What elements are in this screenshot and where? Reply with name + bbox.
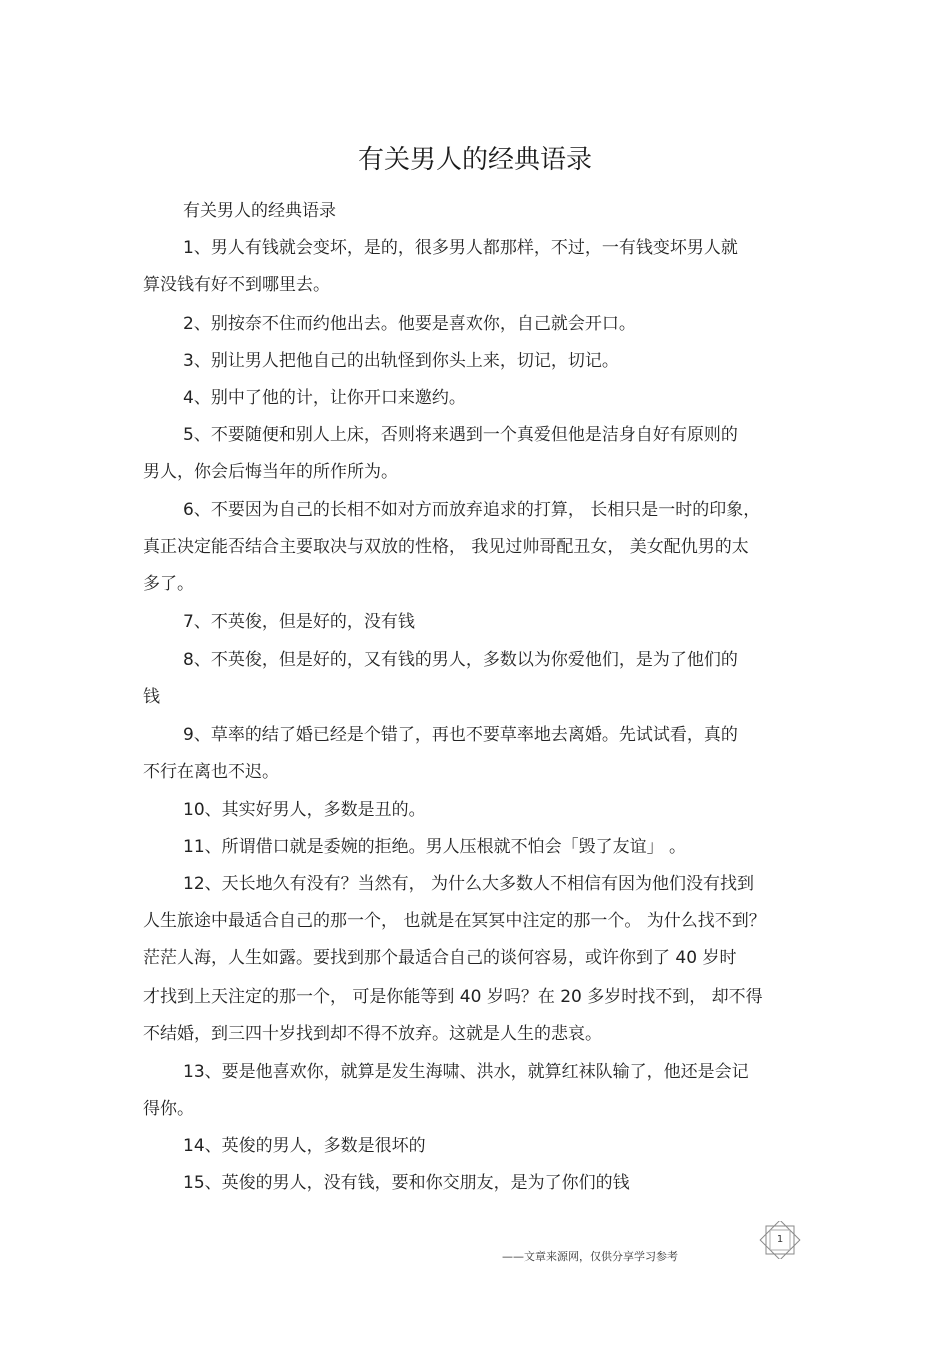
quote-11-line: 11、所谓借口就是委婉的拒绝。男人压根就不怕会「毁了友谊」 。 (183, 837, 687, 857)
quote-1-line-2: 算没钱有好不到哪里去。 (143, 275, 330, 295)
quote-8-line-1: 8、不英俊，但是好的，又有钱的男人，多数以为你爱他们，是为了他们的 (183, 650, 738, 670)
quote-12-line-5: 不结婚，到三四十岁找到却不得不放弃。这就是人生的悲哀。 (143, 1024, 602, 1044)
quote-12-line-1: 12、天长地久有没有？当然有， 为什么大多数人不相信有因为他们没有找到 (183, 874, 755, 894)
subtitle-line: 有关男人的经典语录 (183, 201, 336, 221)
quote-1-line-1: 1、男人有钱就会变坏，是的，很多男人都那样，不过，一有钱变坏男人就 (183, 238, 738, 258)
quote-9-line-1: 9、草率的结了婚已经是个错了，再也不要草率地去离婚。先试试看，真的 (183, 725, 738, 745)
quote-3-line: 3、别让男人把他自己的出轨怪到你头上来，切记，切记。 (183, 351, 619, 371)
quote-5-line-1: 5、不要随便和别人上床，否则将来遇到一个真爱但他是洁身自好有原则的 (183, 425, 738, 445)
quote-14-line: 14、英俊的男人，多数是很坏的 (183, 1136, 426, 1156)
document-title: 有关男人的经典语录 (357, 145, 592, 175)
quote-15-line: 15、英俊的男人，没有钱，要和你交朋友，是为了你们的钱 (183, 1173, 630, 1193)
quote-13-line-1: 13、要是他喜欢你，就算是发生海啸、洪水，就算红袜队输了，他还是会记 (183, 1062, 749, 1082)
quote-12-line-2: 人生旅途中最适合自己的那一个， 也就是在冥冥中注定的那一个。 为什么找不到？ (143, 911, 766, 931)
quote-13-line-2: 得你。 (143, 1099, 194, 1119)
quote-6-line-3: 多了。 (143, 574, 194, 594)
quote-6-line-1: 6、不要因为自己的长相不如对方而放弃追求的打算， 长相只是一时的印象， (183, 500, 761, 520)
quote-9-line-2: 不行在离也不迟。 (143, 762, 279, 782)
quote-7-line: 7、不英俊，但是好的，没有钱 (183, 612, 415, 632)
quote-12-line-4: 才找到上天注定的那一个， 可是你能等到 40 岁吗？在 20 多岁时找不到， 却不得 (143, 987, 763, 1007)
footer-source-note: ——文章来源网，仅供分享学习参考 (502, 1250, 678, 1263)
quote-6-line-2: 真正决定能否结合主要取决与双放的性格， 我见过帅哥配丑女， 美女配仇男的太 (143, 537, 749, 557)
quote-10-line: 10、其实好男人，多数是丑的。 (183, 800, 426, 820)
quote-8-line-2: 钱 (143, 687, 160, 707)
quote-12-line-3: 茫茫人海，人生如露。要找到那个最适合自己的谈何容易，或许你到了 40 岁时 (143, 948, 737, 968)
quote-2-line: 2、别按奈不住而约他出去。他要是喜欢你，自己就会开口。 (183, 314, 636, 334)
quote-4-line: 4、别中了他的计，让你开口来邀约。 (183, 388, 466, 408)
page-number: 1 (776, 1234, 784, 1245)
quote-5-line-2: 男人，你会后悔当年的所作所为。 (143, 462, 398, 482)
